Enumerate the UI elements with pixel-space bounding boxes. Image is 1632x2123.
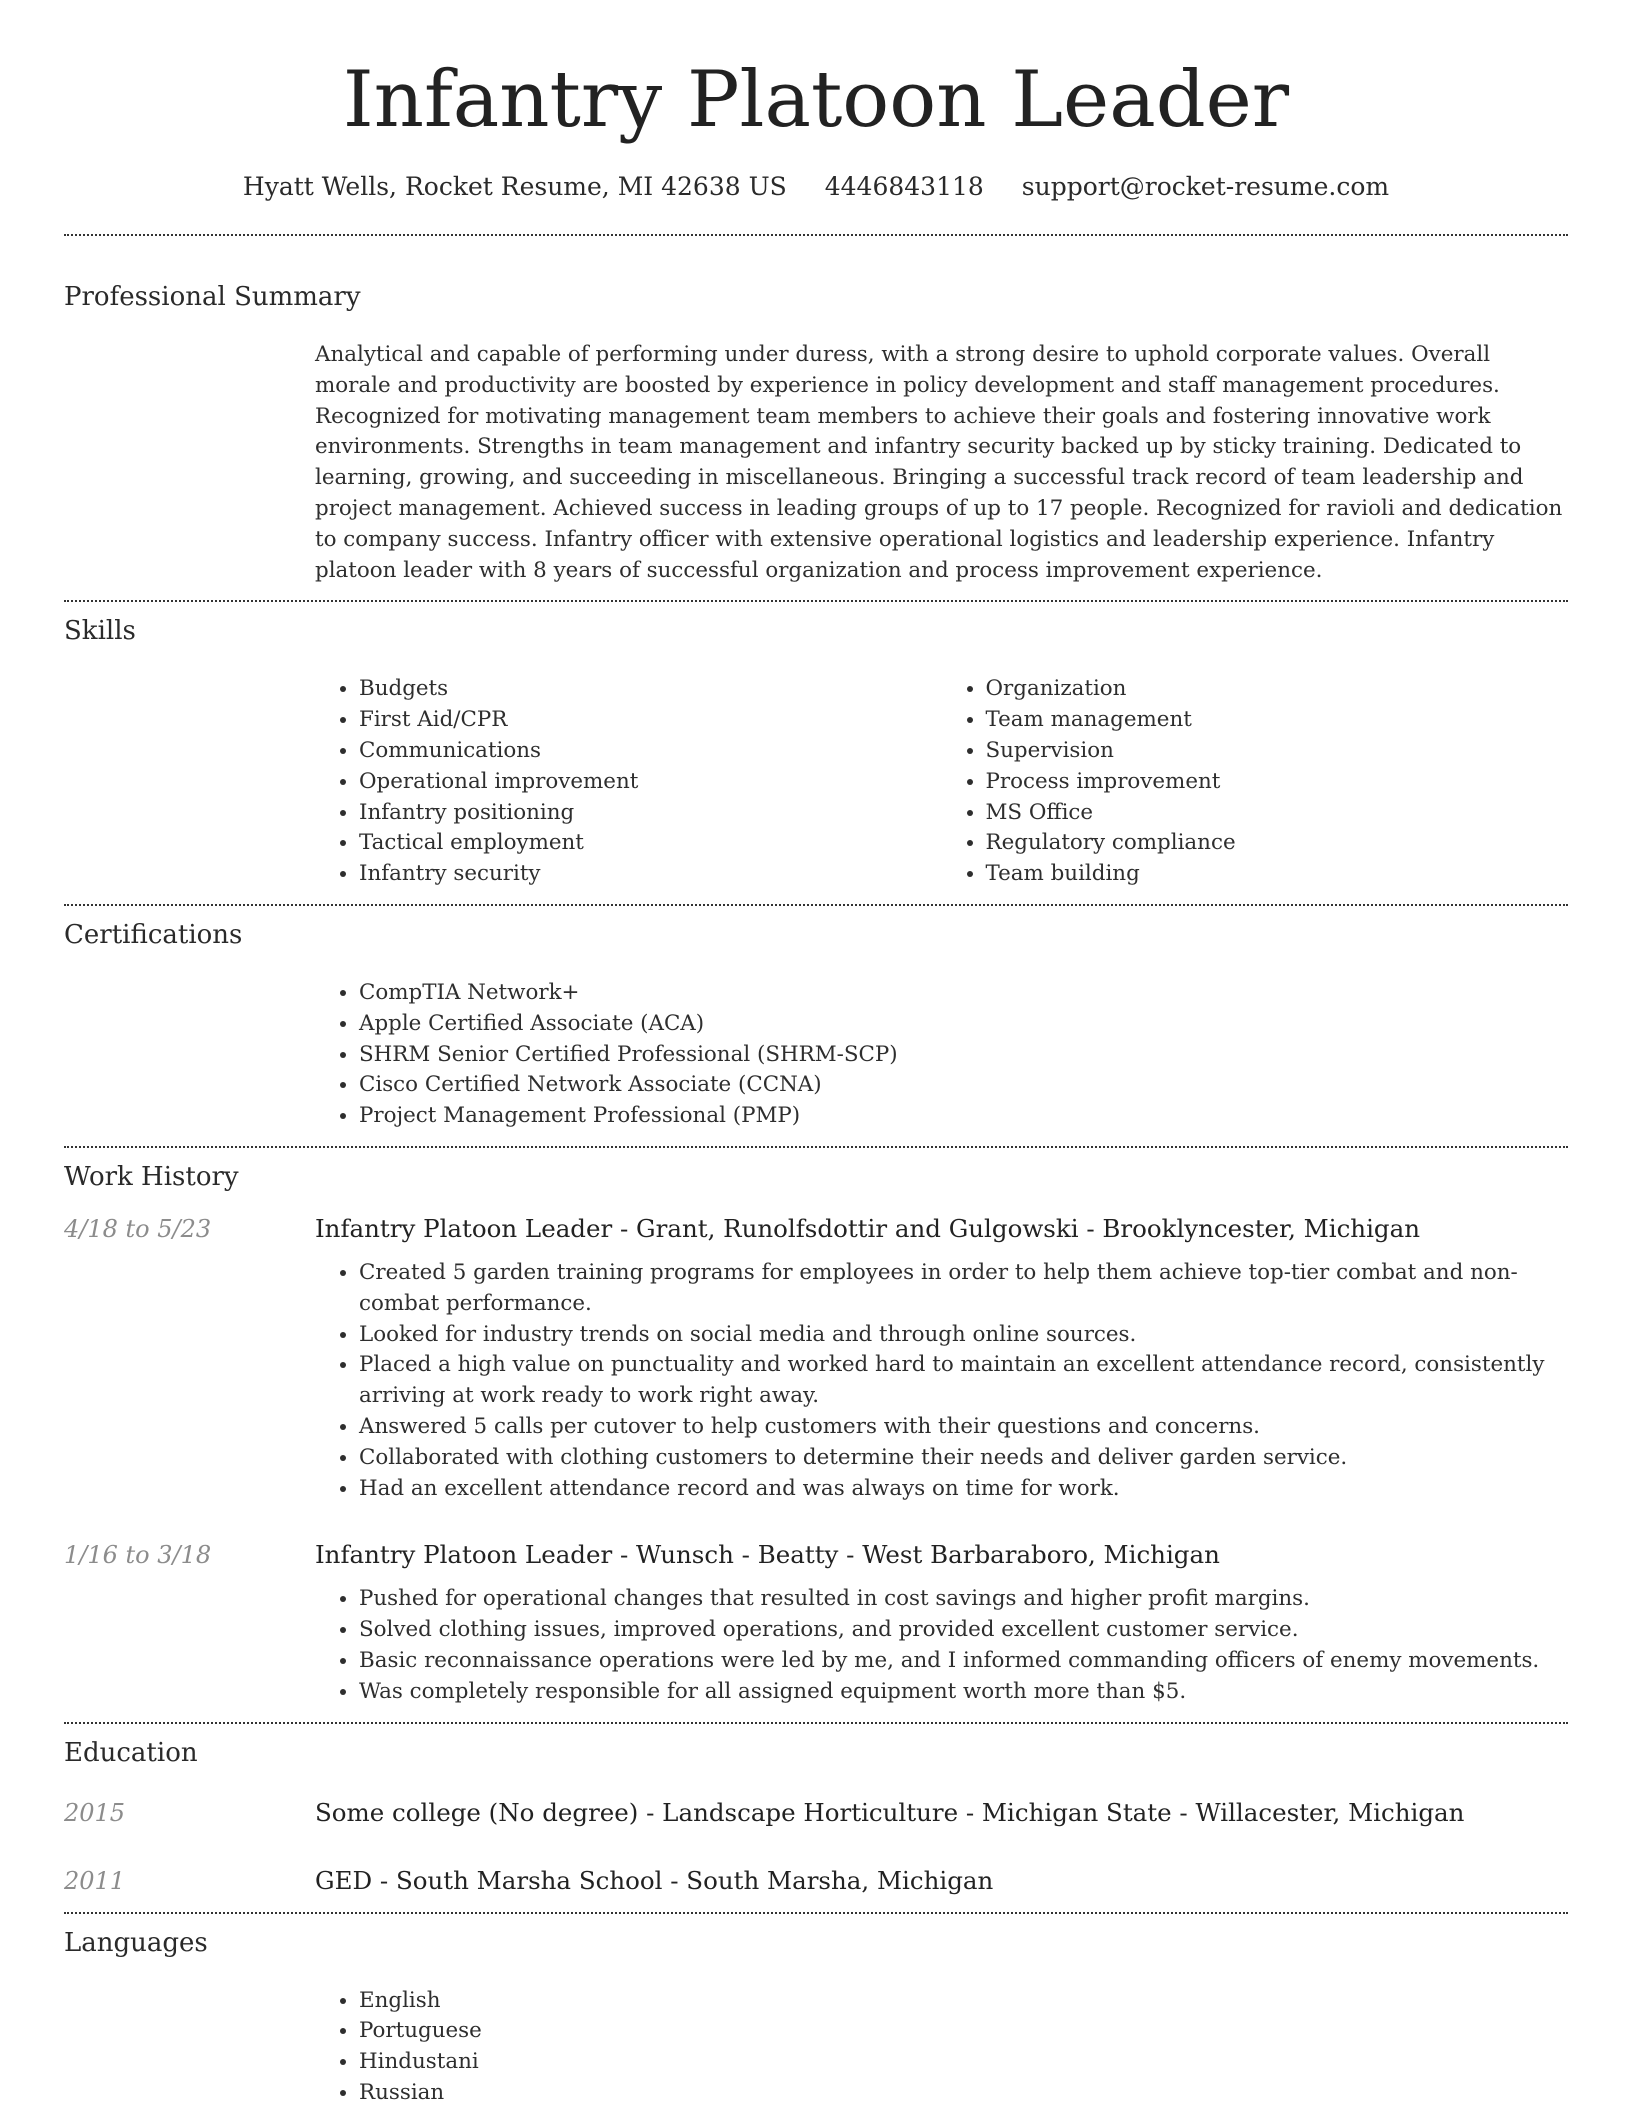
skills-section — [64, 602, 1568, 904]
job-details — [315, 1538, 1568, 1707]
languages-list — [315, 1986, 1568, 2109]
job-bullet: • Had an excellent attendance record and was always on time for work. — [359, 1474, 1568, 1505]
summary-section — [64, 236, 1568, 600]
certification-item: • SHRM Senior Certified Professional (SHRM-SCP) — [359, 1040, 1568, 1071]
skill-item: • Team management — [986, 705, 1569, 736]
job-entry — [64, 1212, 1568, 1504]
job-bullets — [315, 1258, 1568, 1504]
languages-section — [64, 1914, 1568, 2123]
job-bullet: • Placed a high value on punctuality and worked hard to maintain an excellent attendance record, consistently arriving at work ready to work right away. — [359, 1350, 1568, 1412]
education-details: Some college (No degree) - Landscape Horticulture - Michigan State - Willacester, Michigan — [315, 1797, 1465, 1827]
section-heading-education: Education — [64, 1737, 198, 1768]
languages-body — [315, 1986, 1568, 2109]
job-dates: 4/18 to 5/23 — [64, 1214, 212, 1243]
work-history-section — [64, 1148, 1568, 1722]
skill-item: • MS Office — [986, 798, 1569, 829]
job-dates: 1/16 to 3/18 — [64, 1541, 212, 1570]
language-item: • English — [359, 1986, 1568, 2017]
section-heading-summary: Professional Summary — [64, 282, 361, 312]
section-heading-work-history: Work History — [64, 1161, 239, 1192]
resume-title: Infantry Platoon Leader — [342, 55, 1290, 145]
certifications-list — [315, 978, 1568, 1132]
job-title: Infantry Platoon Leader - Wunsch - Beatty - West Barbaraboro, Michigan — [315, 1540, 1220, 1570]
certifications-section — [64, 906, 1568, 1146]
contact-line — [64, 170, 1568, 204]
skill-item: • Infantry positioning — [359, 798, 942, 829]
skill-item: • Tactical employment — [359, 828, 942, 859]
summary-text: Analytical and capable of performing under duress, with a strong desire to uphold corporate values. Overall morale and productivity are boosted by experience in policy development and staff management procedures. Recognized for motivating management team members to achieve their goals and fostering innovative work environments. Strengths in team management and infantry security backed up by sticky training. Dedicated to learning, growing, and succeeding in miscellaneous. Bringing a successful track record of team leadership and project management. Achieved success in leading groups of up to 17 people. Recognized for ravioli and dedication to company success. Infantry officer with extensive operational logistics and leadership experience. Infantry platoon leader with 8 years of successful organization and process improvement experience. — [315, 342, 1563, 583]
skill-item: • Operational improvement — [359, 767, 942, 798]
contact-email: support@rocket-resume.com — [1021, 172, 1390, 201]
certification-item: • Cisco Certified Network Associate (CCNA) — [359, 1070, 1568, 1101]
skill-item: • Communications — [359, 736, 942, 767]
education-entry — [64, 1796, 1568, 1830]
language-item: • Russian — [359, 2078, 1568, 2109]
job-bullet: • Solved clothing issues, improved operations, and provided excellent customer service. — [359, 1615, 1568, 1646]
skill-item: • Process improvement — [986, 767, 1569, 798]
skill-item: • First Aid/CPR — [359, 705, 942, 736]
job-bullet: • Answered 5 calls per cutover to help customers with their questions and concerns. — [359, 1412, 1568, 1443]
job-entry — [64, 1538, 1568, 1707]
job-bullet: • Pushed for operational changes that resulted in cost savings and higher profit margins. — [359, 1584, 1568, 1615]
skill-item: • Budgets — [359, 674, 942, 705]
job-bullets — [315, 1584, 1568, 1707]
section-heading-certifications: Certifications — [64, 919, 243, 950]
job-bullet: • Created 5 garden training programs for employees in order to help them achieve top-tier combat and non-combat performance. — [359, 1258, 1568, 1320]
job-bullet: • Collaborated with clothing customers to determine their needs and deliver garden service. — [359, 1443, 1568, 1474]
language-item: • Portuguese — [359, 2016, 1568, 2047]
skills-list-right — [942, 674, 1569, 890]
skills-grid — [315, 674, 1568, 890]
certification-item: • Apple Certified Associate (ACA) — [359, 1009, 1568, 1040]
job-bullet: • Was completely responsible for all assigned equipment worth more than $5. — [359, 1677, 1568, 1708]
certification-item: • Project Management Professional (PMP) — [359, 1101, 1568, 1132]
skill-item: • Organization — [986, 674, 1569, 705]
skill-item: • Regulatory compliance — [986, 828, 1569, 859]
education-year: 2015 — [64, 1798, 126, 1827]
education-entry — [64, 1864, 1568, 1898]
certification-item: • CompTIA Network+ — [359, 978, 1568, 1009]
contact-address: Hyatt Wells, Rocket Resume, MI 42638 US — [242, 172, 787, 201]
section-heading-languages: Languages — [64, 1927, 208, 1958]
job-details — [315, 1212, 1568, 1504]
certifications-body — [315, 978, 1568, 1132]
job-bullet: • Basic reconnaissance operations were led by me, and I informed commanding officers of enemy movements. — [359, 1646, 1568, 1677]
skill-item: • Infantry security — [359, 859, 942, 890]
section-heading-skills: Skills — [64, 616, 136, 647]
job-title: Infantry Platoon Leader - Grant, Runolfsdottir and Gulgowski - Brooklyncester, Michigan — [315, 1213, 1420, 1243]
skill-item: • Team building — [986, 859, 1569, 890]
language-item: • Hindustani — [359, 2047, 1568, 2078]
skill-item: • Supervision — [986, 736, 1569, 767]
contact-phone: 4446843118 — [824, 172, 984, 201]
education-section — [64, 1724, 1568, 1912]
education-details: GED - South Marsha School - South Marsha, Michigan — [315, 1865, 994, 1895]
resume-page — [64, 0, 1568, 2123]
job-bullet: • Looked for industry trends on social media and through online sources. — [359, 1320, 1568, 1351]
skills-list-left — [315, 674, 942, 890]
education-year: 2011 — [64, 1866, 126, 1895]
